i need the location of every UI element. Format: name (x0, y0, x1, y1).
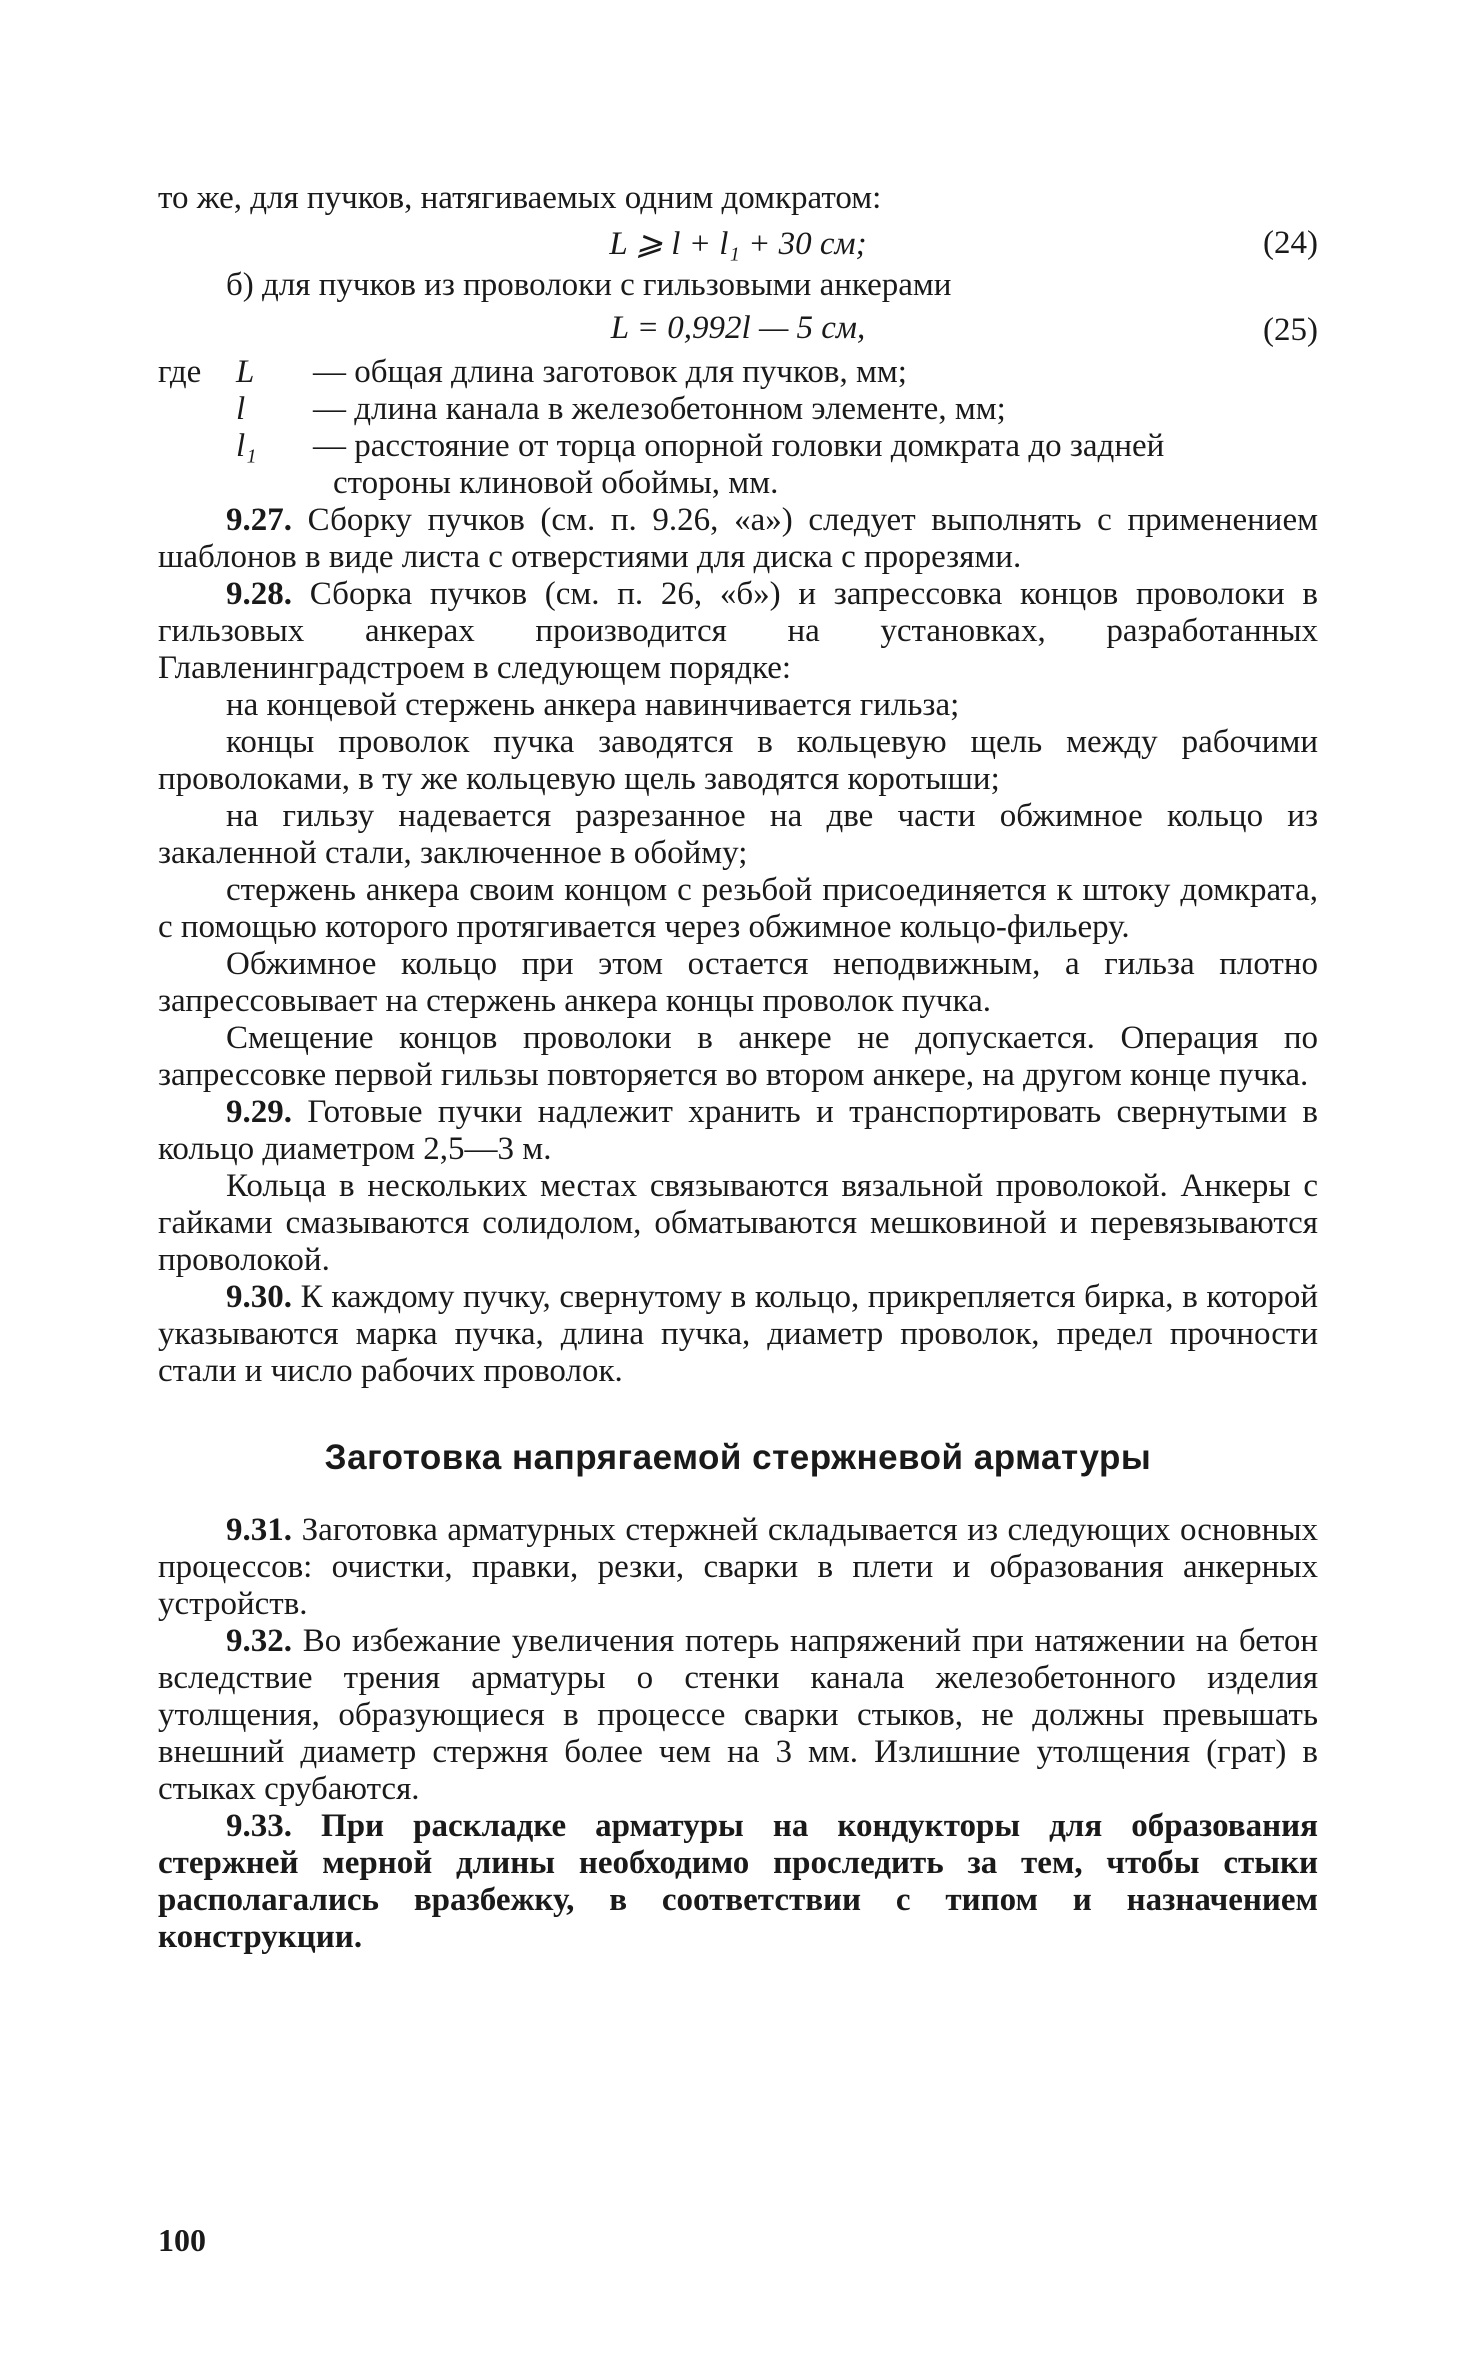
paragraph-9-32-text: Во избежание увеличения потерь напряжений при натяжении на бетон вследствие трения арматуры о стенки канала железобетонного изделия утолщения, образующиеся в процессе сварки стыков, не должны превышать внешний диаметр стержня более чем на 3 мм. Излишние утолщения (грат) в стыках срубаются. (158, 1623, 1319, 1807)
formula-25-expression: L = 0,992l — 5 см, (610, 310, 866, 346)
paragraph-9-27-number: 9.27. (226, 502, 292, 538)
paragraph-9-31 (158, 1512, 1318, 1623)
intro-line: то же, для пучков, натягиваемых одним домкратом: (158, 180, 882, 216)
definitions-block (158, 354, 1318, 502)
step-5: Обжимное кольцо при этом остается неподвижным, а гильза плотно запрессовывает на стержень анкера концы проволок пучка. (158, 946, 1318, 1019)
step-2: концы проволок пучка заводятся в кольцевую щель между рабочими проволоками, в ту же кольцевую щель заводятся коротыши; (158, 724, 1318, 797)
symbol-l1: l₁ (236, 428, 257, 464)
definition-l1-text: — расстояние от торца опорной головки домкрата до задней (313, 428, 1165, 464)
paragraph-9-33-number: 9.33. (226, 1808, 292, 1844)
definition-L-text: — общая длина заготовок для пучков, мм; (313, 354, 907, 390)
symbol-L: L (236, 354, 255, 390)
paragraph-9-29 (158, 1094, 1318, 1168)
definition-l (158, 391, 1318, 428)
step-4: стержень анкера своим концом с резьбой присоединяется к штоку домкрата, с помощью которого протягивается через обжимное кольцо-фильеру. (158, 872, 1318, 945)
step-3: на гильзу надевается разрезанное на две части обжимное кольцо из закаленной стали, заключенное в обойму; (158, 798, 1318, 871)
formula-24-expression: L ⩾ l + l₁ + 30 см; (609, 226, 867, 262)
definition-l1-cont-text: стороны клиновой обоймы, мм. (333, 465, 779, 501)
paragraph-9-32 (158, 1623, 1318, 1808)
definition-L (158, 354, 1318, 391)
page-content (158, 180, 1318, 1956)
paragraph-9-30 (158, 1279, 1318, 1390)
page-number: 100 (158, 2222, 206, 2258)
paragraph-9-28-number: 9.28. (226, 576, 292, 612)
paragraph-9-32-number: 9.32. (226, 1623, 292, 1659)
formula-24 (158, 217, 1318, 267)
paragraph-9-29-text: Готовые пучки надлежит хранить и транспортировать свернутыми в кольцо диаметром 2,5—3 м. (158, 1094, 1319, 1167)
paragraph-9-27 (158, 502, 1318, 576)
formula-24-number: (24) (1263, 225, 1318, 261)
step-1: на концевой стержень анкера навинчивается гильза; (226, 687, 960, 723)
paragraph-9-28-text: Сборка пучков (см. п. 26, «б») и запрессовка концов проволоки в гильзовых анкерах производится на установках, разработанных Главленинградстроем в следующем порядке: (158, 576, 1318, 686)
paragraph-9-31-text: Заготовка арматурных стержней складывается из следующих основных процессов: очистки, правки, резки, сварки в плети и образования анкерных устройств. (158, 1512, 1319, 1622)
paragraph-9-29-number: 9.29. (226, 1094, 292, 1130)
paragraph-9-33-text: При раскладке арматуры на кондукторы для образования стержней мерной длины необходимо проследить за тем, чтобы стыки располагались вразбежку, в соответствии с типом и назначением конструкции. (158, 1808, 1319, 1955)
paragraph-9-31-number: 9.31. (226, 1512, 292, 1548)
definition-l1-continuation (158, 465, 1318, 502)
paragraph-9-29-continued: Кольца в нескольких местах связываются вязальной проволокой. Анкеры с гайками смазываются солидолом, обматываются мешковиной и перевязываются проволокой. (158, 1168, 1318, 1278)
item-b: б) для пучков из проволоки с гильзовыми анкерами (226, 267, 952, 303)
section-heading: Заготовка напрягаемой стержневой арматуры (324, 1438, 1152, 1477)
formula-25-number: (25) (1263, 312, 1318, 348)
definition-l1 (158, 428, 1318, 465)
paragraph-9-27-text: Сборку пучков (см. п. 9.26, «а») следует выполнять с применением шаблонов в виде листа с отверстиями для диска с прорезями. (158, 502, 1318, 575)
definition-l-text: — длина канала в железобетонном элементе, мм; (313, 391, 1006, 427)
step-6: Смещение концов проволоки в анкере не допускается. Операция по запрессовке первой гильзы повторяется во втором анкере, на другом конце пучка. (158, 1020, 1318, 1093)
formula-25 (158, 304, 1318, 354)
paragraph-9-30-text: К каждому пучку, свернутому в кольцо, прикрепляется бирка, в которой указываются марка пучка, длина пучка, диаметр проволок, предел прочности стали и число рабочих проволок. (158, 1279, 1319, 1389)
where-word: где (158, 354, 202, 390)
symbol-l: l (236, 391, 246, 427)
paragraph-9-30-number: 9.30. (226, 1279, 292, 1315)
paragraph-9-28 (158, 576, 1318, 687)
paragraph-9-33 (158, 1808, 1318, 1956)
